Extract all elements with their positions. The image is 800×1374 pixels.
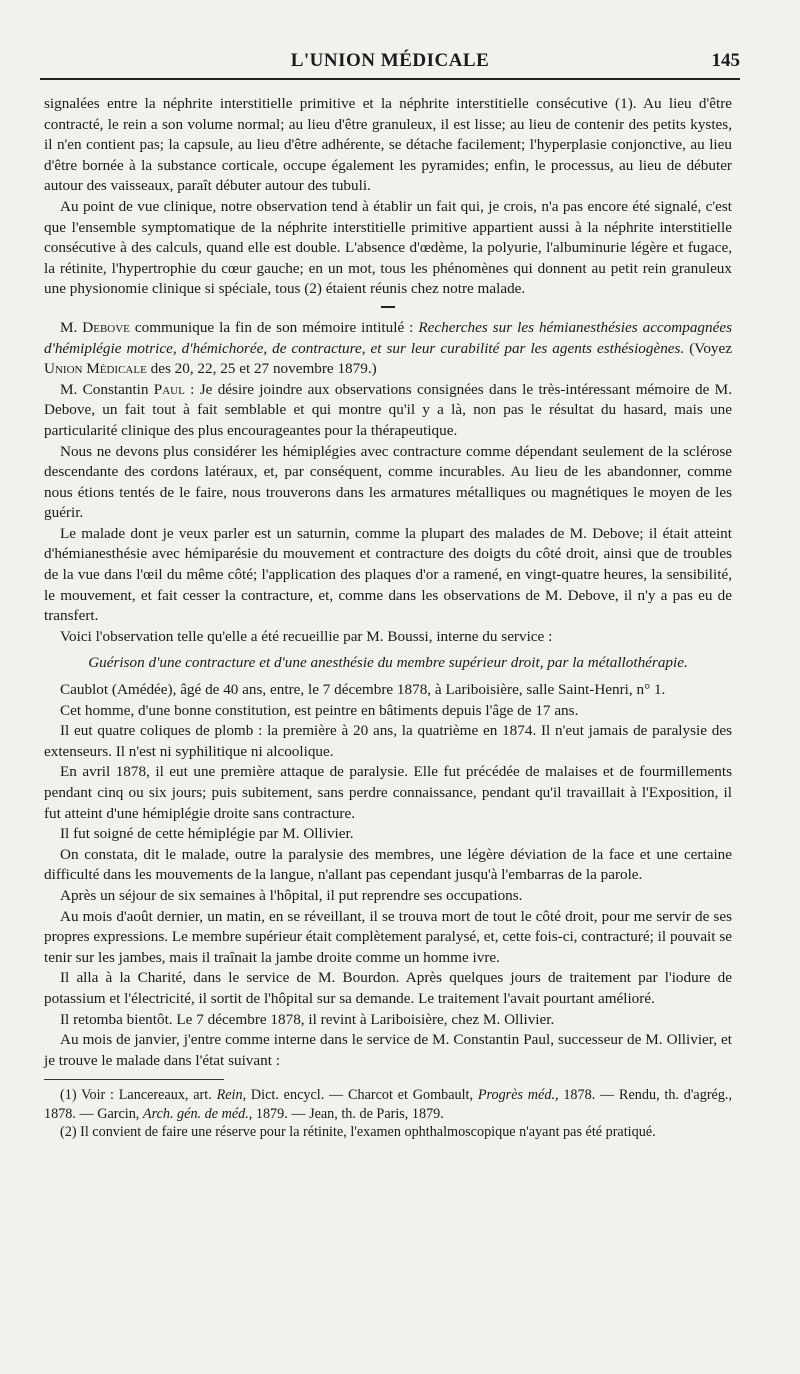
article-body: [44, 94, 732, 1142]
paragraph: Il fut soigné de cette hémiplégie par M. Ollivier.: [60, 825, 354, 843]
text-span: : Je désire joindre aux observations consignées dans le très-intéressant mémoire de M. Debove, un fait tout à fait semblable et qui montre qu'il y a là, non pas le résultat du hasard, mais une particularité clinique des plus encourageantes pour la thérapeutique.: [44, 380, 732, 439]
text-span: 1878. — Rendu, th. d'agrég., 1878. — Garcin,: [44, 1087, 733, 1122]
text-span: (Voyez: [684, 339, 732, 357]
paragraph: Au point de vue clinique, notre observation tend à établir un fait qui, je crois, n'a pas encore été signalé, c'est que l'ensemble symptomatique de la néphrite interstitielle primitive appartient aussi à la néphrite interstitielle consécutive à des calculs, quand elle est double. L'absence d'œdème, la polyurie, l'albuminurie légère et fugace, la rétinite, l'hypertrophie du cœur gauche; en un mot, tous les phénomènes qui donnent au petit rein granuleux une physionomie clinique si spéciale, tous (2) étaient réunis chez notre malade.: [44, 197, 732, 298]
footnote-1: [44, 1086, 732, 1123]
citation-title: Rein,: [216, 1087, 247, 1104]
paragraph: Nous ne devons plus considérer les hémiplégies avec contracture comme dépendant seulement de la sclérose descendante des cordons latéraux, et, par conséquent, comme incurables. Au lieu de les abandonner, comme nous étions tentés de le faire, nous trouverons dans les armatures métalliques ou magnétiques le moyen de les guérir.: [44, 442, 732, 522]
memoir-title: Recherches sur les hémianesthésies accompagnées d'hémiplégie motrice, d'hémichorée, de contracture, et sur leur curabilité par les agents esthésiogènes.: [44, 318, 732, 357]
speaker-name: Paul: [153, 380, 185, 398]
text-span: M. Constantin: [60, 380, 154, 398]
text-span: communique la fin de son mémoire intitulé :: [129, 318, 419, 336]
paragraph: Au mois d'août dernier, un matin, en se réveillant, il se trouva mort de tout le côté droit, pour me servir de ses propres expressions. Le membre supérieur était complètement paralysé, et, cette fois-ci, contracturé; il pouvait se tenir sur les jambes, mais il traînait la jambe droite comme un homme ivre.: [44, 907, 732, 966]
footnote-2: (2) Il convient de faire une réserve pour la rétinite, l'examen ophthalmoscopique n'ayant pas été pratiqué.: [60, 1124, 656, 1141]
paragraph: Le malade dont je veux parler est un saturnin, comme la plupart des malades de M. Debove; il était atteint d'hémianesthésie avec hémiparésie du mouvement et contracture des doigts du côté droit, ainsi que de troubles de la vue dans l'œil du même côté; l'application des plaques d'or a ramené, en vingt-quatre heures, la sensibilité, le mouvement, et fait cesser la contracture, et, comme dans les observations de M. Debove, il n'y a pas eu de transfert.: [44, 524, 732, 625]
paragraph-debove: [44, 318, 732, 380]
paragraph: Après un séjour de six semaines à l'hôpital, il put reprendre ses occupations.: [60, 886, 523, 904]
section-separator: [381, 306, 395, 308]
header-rule: [40, 78, 740, 80]
page-number: 145: [711, 50, 740, 71]
paragraph: On constata, dit le malade, outre la paralysie des membres, une légère déviation de la face et une certaine difficulté dans les mouvements de la langue, n'allant pas cependant jusqu'à l'embarras de la parole.: [44, 845, 732, 884]
citation-title: Arch. gén. de méd.,: [142, 1105, 253, 1122]
paragraph: Cet homme, d'une bonne constitution, est peintre en bâtiments depuis l'âge de 17 ans.: [60, 701, 579, 719]
journal-name: Union Médicale: [44, 360, 147, 378]
text-span: (1) Voir : Lancereaux, art.: [60, 1087, 217, 1104]
paragraph: Voici l'observation telle qu'elle a été recueillie par M. Boussi, interne du service :: [60, 627, 553, 645]
speaker-name: M. Debove: [60, 318, 130, 336]
paragraph: Caublot (Amédée), âgé de 40 ans, entre, le 7 décembre 1878, à Lariboisière, salle Saint-Henri, n° 1.: [60, 681, 666, 699]
page-header: [40, 44, 740, 84]
paragraph: En avril 1878, il eut une première attaque de paralysie. Elle fut précédée de malaises et de fourmillements pendant cinq ou six jours; puis subitement, sans perdre connaissance, pendant qu'il travaillait à l'Exposition, il fut atteint d'une hémiplégie droite sans contracture.: [44, 763, 732, 822]
footnote-rule: [44, 1079, 224, 1080]
paragraph: Au mois de janvier, j'entre comme interne dans le service de M. Constantin Paul, successeur de M. Ollivier, et je trouve le malade dans l'état suivant :: [44, 1031, 732, 1069]
running-title: L'UNION MÉDICALE: [290, 50, 490, 71]
text-span: Dict. encycl. — Charcot et Gombault,: [246, 1087, 478, 1104]
paragraph: Il alla à la Charité, dans le service de M. Bourdon. Après quelques jours de traitement par l'iodure de potassium et l'électricité, il sortit de l'hôpital sur sa demande. Le traitement l'avait pourtant amélioré.: [44, 969, 732, 1007]
text-span: 1879. — Jean, th. de Paris, 1879.: [252, 1105, 444, 1122]
observation-title: Guérison d'une contracture et d'une anesthésie du membre supérieur droit, par la métallothérapie.: [88, 654, 688, 672]
citation-title: Progrès méd.,: [477, 1087, 559, 1104]
paragraph-paul: [44, 380, 732, 442]
paragraph: Il retomba bientôt. Le 7 décembre 1878, il revint à Lariboisière, chez M. Ollivier.: [60, 1010, 555, 1028]
paragraph: Il eut quatre coliques de plomb : la première à 20 ans, la quatrième en 1874. Il n'eut jamais de paralysie des extenseurs. Il n'est ni syphilitique ni alcoolique.: [44, 722, 732, 760]
paragraph: signalées entre la néphrite interstitielle primitive et la néphrite interstitielle consécutive (1). Au lieu d'être contracté, le rein a son volume normal; au lieu d'être granuleux, il est lisse; au lieu de contenir des petits kystes, il n'en contient pas; la capsule, au lieu d'être adhérente, se détache facilement; l'hyperplasie conjonctive, au lieu d'être bornée à la substance corticale, occupe également les pyramides; enfin, le processus, au lieu de débuter autour des vaisseaux, paraît débuter autour des tubuli.: [44, 95, 732, 195]
footnotes: [44, 1086, 732, 1141]
text-span: des 20, 22, 25 et 27 novembre 1879.): [146, 360, 377, 378]
